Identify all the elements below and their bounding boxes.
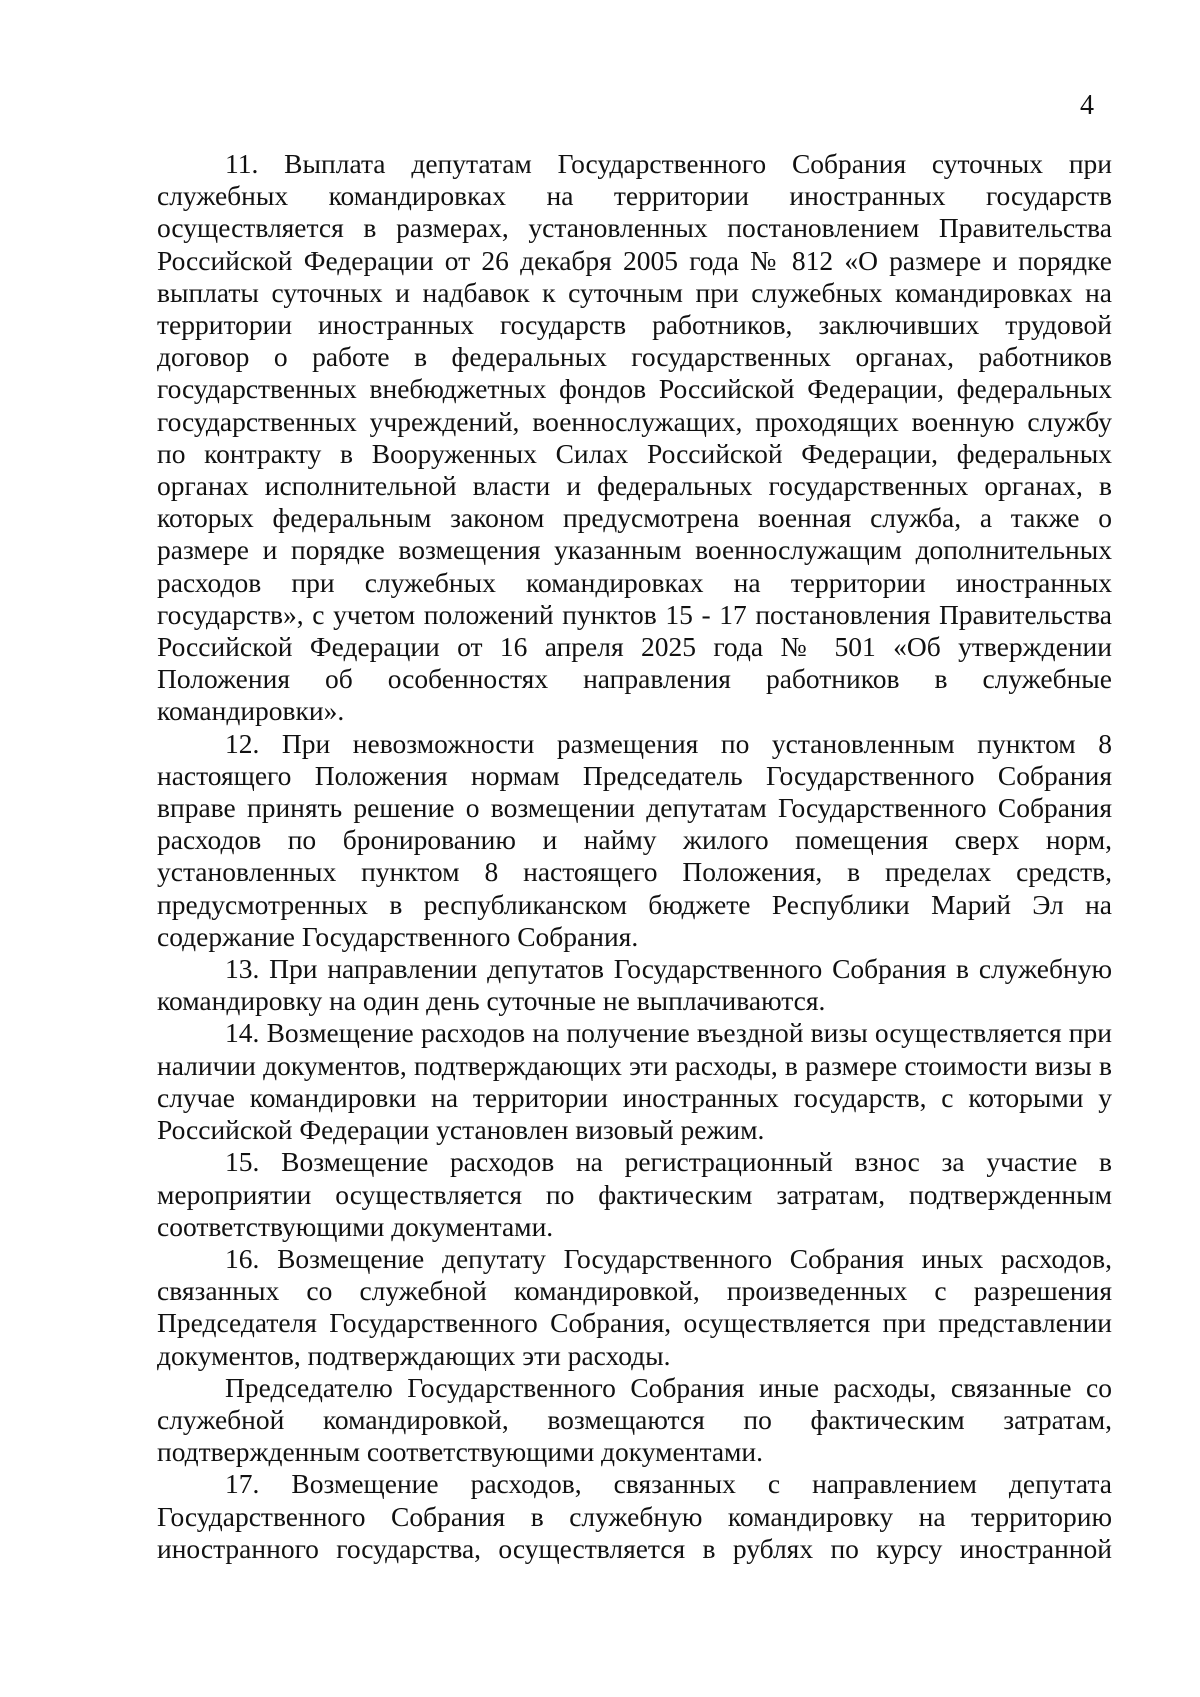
- document-body: [157, 148, 1112, 1565]
- paragraph-14: 14. Возмещение расходов на получение въездной визы осуществляется при наличии документов, подтверждающих эти расходы, в размере стоимости визы в случае командировки на территории иностранных государств, с которыми у Российской Федерации установлен визовый режим.: [157, 1017, 1112, 1146]
- paragraph-16: 16. Возмещение депутату Государственного Собрания иных расходов, связанных со служебной командировкой, произведенных с разрешения Председателя Государственного Собрания, осуществляется при представлении документов, подтверждающих эти расходы.: [157, 1242, 1112, 1371]
- paragraph-12: 12. При невозможности размещения по установленным пунктом 8 настоящего Положения нормам Председатель Государственного Собрания вправе принять решение о возмещении депутатам Государственного Собрания расходов по бронированию и найму жилого помещения сверх норм, установленных пунктом 8 настоящего Положения, в пределах средств, предусмотренных в республиканском бюджете Республики Марий Эл на содержание Государственного Собрания.: [157, 727, 1112, 952]
- paragraph-15: 15. Возмещение расходов на регистрационный взнос за участие в мероприятии осуществляется по фактическим затратам, подтвержденным соответствующими документами.: [157, 1146, 1112, 1242]
- paragraph-11: 11. Выплата депутатам Государственного Собрания суточных при служебных командировках на территории иностранных государств осуществляется в размерах, установленных постановлением Правительства Российской Федерации от 26 декабря 2005 года № 812 «О размере и порядке выплаты суточных и надбавок к суточным при служебных командировках на территории иностранных государств работников, заключивших трудовой договор о работе в федеральных государственных органах, работников государственных внебюджетных фондов Российской Федерации, федеральных государственных учреждений, военнослужащих, проходящих военную службу по контракту в Вооруженных Силах Российской Федерации, федеральных органах исполнительной власти и федеральных государственных органах, в которых федеральным законом предусмотрена военная служба, а также о размере и порядке возмещения указанным военнослужащим дополнительных расходов при служебных командировках на территории иностранных государств», с учетом положений пунктов 15 - 17 постановления Правительства Российской Федерации от 16 апреля 2025 года № 501 «Об утверждении Положения об особенностях направления работников в служебные командировки».: [157, 148, 1112, 727]
- paragraph-16-continued: Председателю Государственного Собрания иные расходы, связанные со служебной командировкой, возмещаются по фактическим затратам, подтвержденным соответствующими документами.: [157, 1371, 1112, 1468]
- paragraph-13: 13. При направлении депутатов Государственного Собрания в служебную командировку на один день суточные не выплачиваются.: [157, 953, 1112, 1017]
- page-number: 4: [1080, 90, 1094, 121]
- paragraph-17: 17. Возмещение расходов, связанных с направлением депутата Государственного Собрания в служебную командировку на территорию иностранного государства, осуществляется в рублях по курсу иностранной: [157, 1468, 1112, 1564]
